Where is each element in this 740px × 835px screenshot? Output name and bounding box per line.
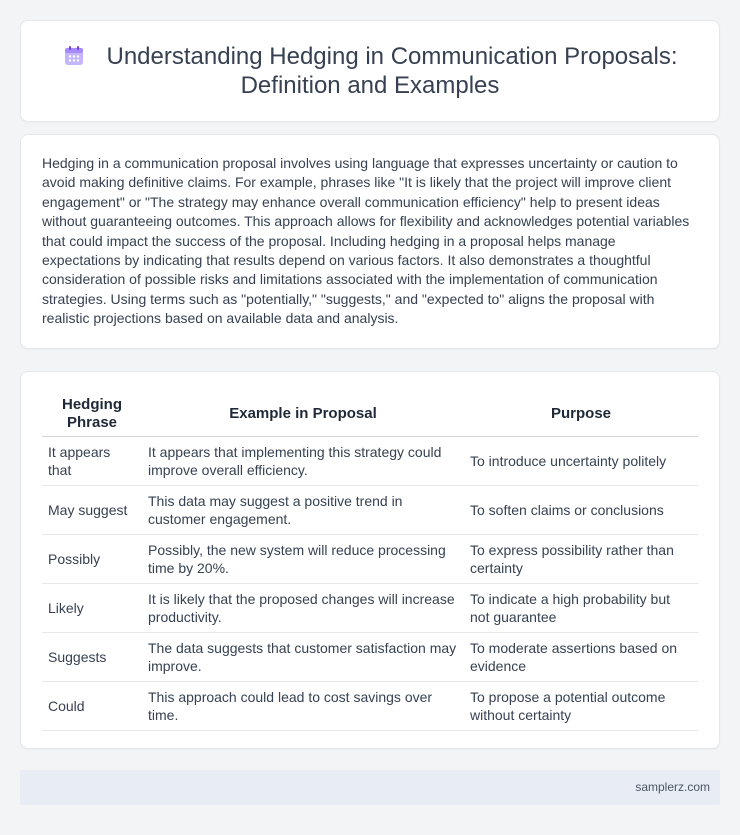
table-row xyxy=(42,437,698,486)
footer xyxy=(20,770,720,805)
cell-example: It appears that implementing this strategy could improve overall efficiency. xyxy=(142,437,464,486)
cell-example: This data may suggest a positive trend in customer engagement. xyxy=(142,486,464,535)
cell-phrase: May suggest xyxy=(42,486,142,535)
cell-example: The data suggests that customer satisfaction may improve. xyxy=(142,633,464,682)
header-hedging-phrase: Hedging Phrase xyxy=(42,392,142,437)
table-card xyxy=(20,371,720,749)
intro-card xyxy=(20,134,720,349)
cell-example: Possibly, the new system will reduce processing time by 20%. xyxy=(142,535,464,584)
cell-phrase: Suggests xyxy=(42,633,142,682)
calendar-icon xyxy=(63,45,85,67)
hedging-table xyxy=(42,392,698,731)
cell-purpose: To propose a potential outcome without certainty xyxy=(464,682,698,731)
table-row xyxy=(42,633,698,682)
cell-phrase: Could xyxy=(42,682,142,731)
header-purpose: Purpose xyxy=(464,392,698,437)
table-row xyxy=(42,535,698,584)
title-card xyxy=(20,20,720,122)
cell-purpose: To soften claims or conclusions xyxy=(464,486,698,535)
table-row xyxy=(42,584,698,633)
table-row xyxy=(42,682,698,731)
table-row xyxy=(42,486,698,535)
cell-phrase: Possibly xyxy=(42,535,142,584)
cell-example: This approach could lead to cost savings over time. xyxy=(142,682,464,731)
cell-phrase: It appears that xyxy=(42,437,142,486)
table-header-row xyxy=(42,392,698,437)
cell-purpose: To indicate a high probability but not guarantee xyxy=(464,584,698,633)
cell-phrase: Likely xyxy=(42,584,142,633)
header-example: Example in Proposal xyxy=(142,392,464,437)
cell-purpose: To moderate assertions based on evidence xyxy=(464,633,698,682)
cell-purpose: To introduce uncertainty politely xyxy=(464,437,698,486)
cell-purpose: To express possibility rather than certainty xyxy=(464,535,698,584)
intro-paragraph: Hedging in a communication proposal involves using language that expresses uncertainty or caution to avoid making definitive claims. For example, phrases like "It is likely that the project will improve client engagement" or "The strategy may enhance overall communication efficiency" help to present ideas without guaranteeing outcomes. This approach allows for flexibility and acknowledges potential variables that could impact the success of the proposal. Including hedging in a proposal helps manage expectations by indicating that results depend on various factors. It also demonstrates a thoughtful consideration of possible risks and limitations associated with the implementation of communication strategies. Using terms such as "potentially," "suggests," and "expected to" aligns the proposal with realistic projections based on available data and analysis. xyxy=(42,155,690,327)
cell-example: It is likely that the proposed changes will increase productivity. xyxy=(142,584,464,633)
page-title-text: Understanding Hedging in Communication Proposals: Definition and Examples xyxy=(106,43,678,99)
footer-site-link[interactable]: samplerz.com xyxy=(635,780,710,794)
page-title xyxy=(21,42,719,100)
